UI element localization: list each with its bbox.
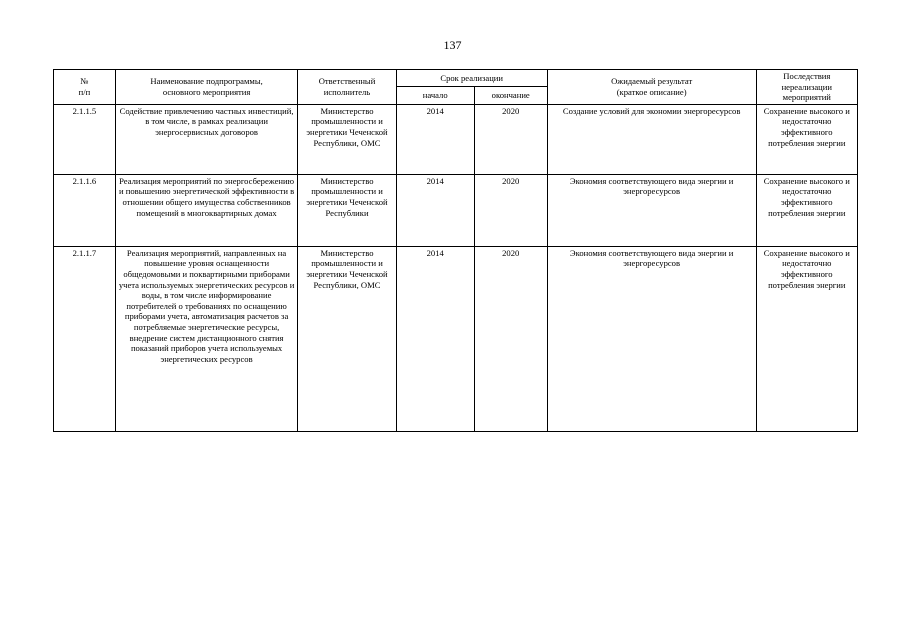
header-end: окончание [474, 87, 547, 104]
row-start: 2014 [396, 246, 474, 431]
row-result: Экономия соответствующего вида энергии и энергоресурсов [547, 246, 756, 431]
table-row [54, 174, 858, 246]
page-number: 137 [443, 38, 462, 52]
row-end: 2020 [474, 174, 547, 246]
header-consequences: Последствия нереализации мероприятий [756, 70, 857, 105]
header-result: Ожидаемый результат (краткое описание) [547, 70, 756, 105]
row-num: 2.1.1.7 [54, 246, 116, 431]
row-consequences: Сохранение высокого и недостаточно эффективного потребления энергии [756, 104, 857, 174]
row-name: Реализация мероприятий, направленных на повышение уровня оснащенности общедомовыми и поквартирными приборами учета используемых энергетических ресурсов и воды, в том числе информирование потребителей о требованиях по оснащению приборами учета, автоматизация расчетов за потребляемые энергетические ресурсы, внедрение систем дистанционного снятия показаний приборов учета используемых энергетических ресурсов [115, 246, 297, 431]
row-responsible: Министерство промышленности и энергетики Чеченской Республики, ОМС [298, 246, 396, 431]
header-name: Наименование подпрограммы, основного мероприятия [115, 70, 297, 105]
row-num: 2.1.1.5 [54, 104, 116, 174]
row-responsible: Министерство промышленности и энергетики Чеченской Республики, ОМС [298, 104, 396, 174]
row-consequences: Сохранение высокого и недостаточно эффективного потребления энергии [756, 246, 857, 431]
header-num: № п/п [54, 70, 116, 105]
table-row [54, 246, 858, 431]
table-header-row [54, 70, 858, 87]
header-start: начало [396, 87, 474, 104]
table-row [54, 104, 858, 174]
row-end: 2020 [474, 104, 547, 174]
header-responsible: Ответственный исполнитель [298, 70, 396, 105]
row-end: 2020 [474, 246, 547, 431]
row-name: Содействие привлечению частных инвестиций, в том числе, в рамках реализации энергосервисных договоров [115, 104, 297, 174]
row-start: 2014 [396, 174, 474, 246]
row-name: Реализация мероприятий по энергосбережению и повышению энергетической эффективности в отношении общего имущества собственников помещений в многоквартирных домах [115, 174, 297, 246]
row-responsible: Министерство промышленности и энергетики Чеченской Республики [298, 174, 396, 246]
row-start: 2014 [396, 104, 474, 174]
measures-table [53, 69, 858, 432]
row-result: Экономия соответствующего вида энергии и энергоресурсов [547, 174, 756, 246]
header-term: Срок реализации [396, 70, 547, 87]
row-consequences: Сохранение высокого и недостаточно эффективного потребления энергии [756, 174, 857, 246]
row-result: Создание условий для экономии энергоресурсов [547, 104, 756, 174]
row-num: 2.1.1.6 [54, 174, 116, 246]
